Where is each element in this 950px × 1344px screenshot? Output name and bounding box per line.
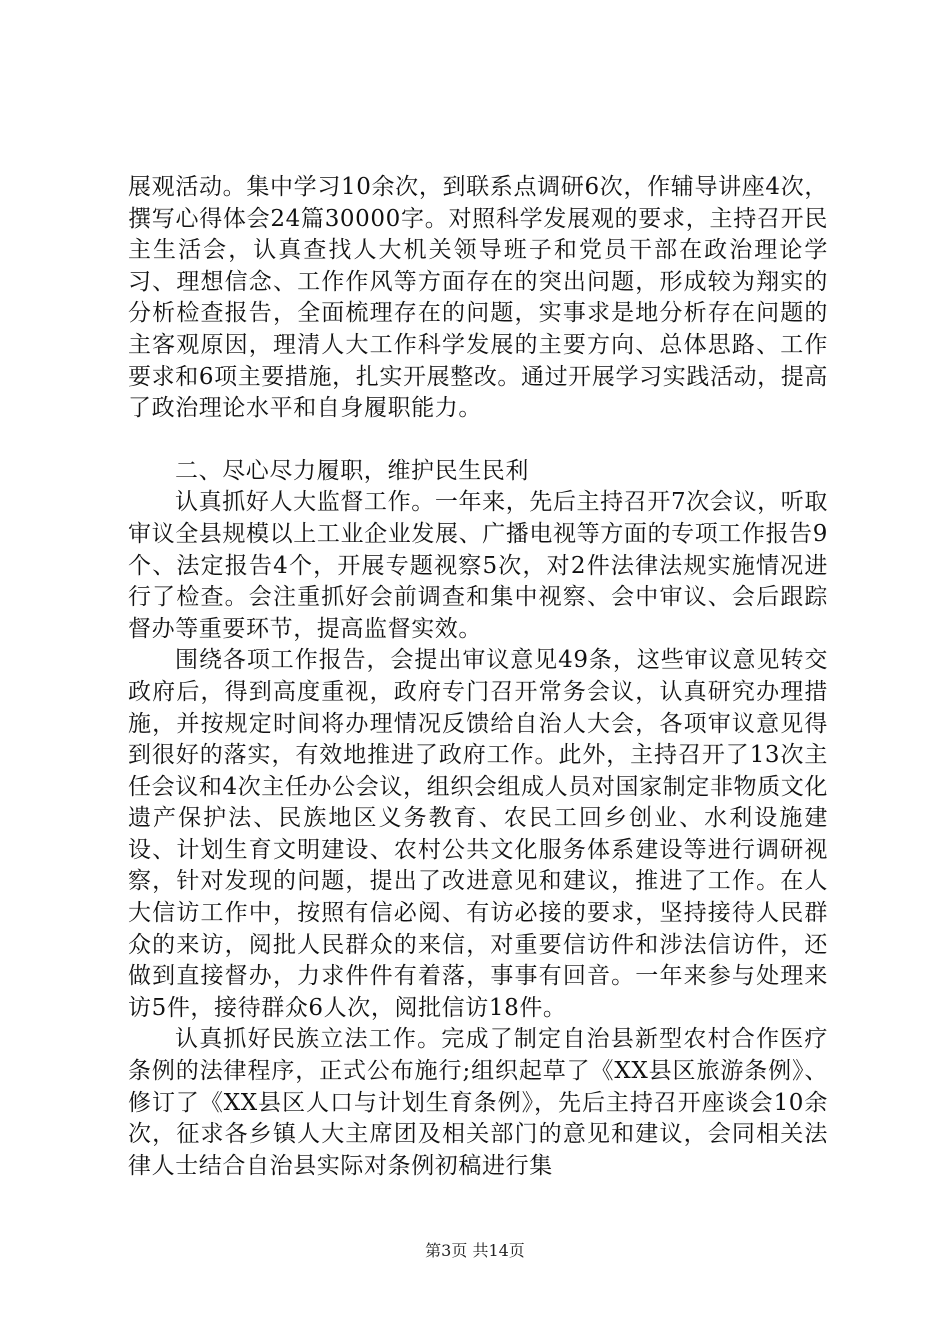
paragraph-supervision: 认真抓好人大监督工作。一年来，先后主持召开7次会议，听取审议全县规模以上工业企业发展、广播电视等方面的专项工作报告9个、法定报告4个，开展专题视察5次，对2件法律法规实施情况进行了检查。会注重抓好会前调查和集中视察、会中审议、会后跟踪督办等重要环节，提高监督实效。 bbox=[128, 489, 828, 642]
paragraph-gap bbox=[128, 425, 828, 456]
section-heading: 二、尽心尽力履职，维护民生民利 bbox=[175, 457, 529, 484]
paragraph-review-opinions: 围绕各项工作报告，会提出审议意见49条，这些审议意见转交政府后，得到高度重视，政府专门召开常务会议，认真研究办理措施，并按规定时间将办理情况反馈给自治人大会，各项审议意见得到很好的落实，有效地推进了政府工作。此外，主持召开了13次主任会议和4次主任办公会议，组织会组成人员对国家制定非物质文化遗产保护法、民族地区义务教育、农民工回乡创业、水利设施建设、计划生育文明建设、农村公共文化服务体系建设等进行调研视察，针对发现的问题，提出了改进意见和建议，推进了工作。在人大信访工作中，按照有信必阅、有访必接的要求，坚持接待人民群众的来访，阅批人民群众的来信，对重要信访件和涉法信访件，还做到直接督办，力求件件有着落，事事有回音。一年来参与处理来访5件，接待群众6人次，阅批信访18件。 bbox=[128, 647, 828, 1021]
paragraph-continuation: 展观活动。集中学习10余次，到联系点调研6次，作辅导讲座4次，撰写心得体会24篇30000字。对照科学发展观的要求，主持召开民主生活会，认真查找人大机关领导班子和党员干部在政治理论学习、理想信念、工作作风等方面存在的突出问题，形成较为翔实的分析检查报告，全面梳理存在的问题，实事求是地分析存在问题的主客观原因，理清人大工作科学发展的主要方向、总体思路、工作要求和6项主要措施，扎实开展整改。通过开展学习实践活动，提高了政治理论水平和自身履职能力。 bbox=[128, 174, 828, 422]
document-body bbox=[128, 172, 828, 1182]
paragraph-legislation: 认真抓好民族立法工作。完成了制定自治县新型农村合作医疗条例的法律程序，正式公布施行;组织起草了《XX县区旅游条例》、修订了《XX县区人口与计划生育条例》，先后主持召开座谈会10余次，征求各乡镇人大主席团及相关部门的意见和建议，会同相关法律人士结合自治县实际对条例初稿进行集 bbox=[128, 1026, 828, 1179]
page-footer: 第3页 共14页 bbox=[425, 1241, 525, 1260]
